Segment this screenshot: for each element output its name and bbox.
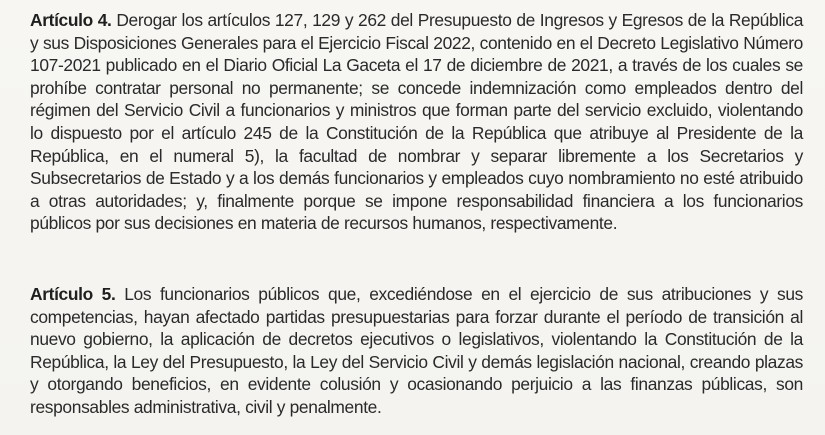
article-4-heading: Artículo 4.	[30, 10, 112, 30]
article-4-body: Derogar los artículos 127, 129 y 262 del Presupuesto de Ingresos y Egresos de la República y sus Disposiciones Generales para el Ejercicio Fiscal 2022, contenido en el Decreto Legislativo Número 107-2021 publicado en el Diario Oficial La Gaceta el 17 de diciembre de 2021, a través de los cuales se prohíbe contratar personal no permanente; se concede indemnización como empleados dentro del régimen del Servicio Civil a funcionarios y ministros que forman parte del servicio excluido, violentando lo dispuesto por el artículo 245 de la Constitución de la República que atribuye al Presidente de la República, en el numeral 5), la facultad de nombrar y separar libremente a los Secretarios y Subsecretarios de Estado y a los demás funcionarios y empleados cuyo nombramiento no esté atribuido a otras autoridades; y, finalmente porque se impone responsabilidad financiera a los funcionarios públicos por sus decisiones en materia de recursos humanos, respectivamente.	[30, 10, 804, 234]
article-5-heading: Artículo 5.	[30, 284, 116, 304]
article-5-body: Los funcionarios públicos que, excediéndose en el ejercicio de sus atribuciones y sus competencias, hayan afectado partidas presupuestarias para forzar durante el período de transición al nuevo gobierno, la aplicación de decretos ejecutivos o legislativos, violentando la Constitución de la República, la Ley del Presupuesto, la Ley del Servicio Civil y demás legislación nacional, creando plazas y otorgando beneficios, en evidente colusión y ocasionando perjuicio a las finanzas públicas, son responsables administrativa, civil y penalmente.	[30, 284, 803, 417]
article-4-paragraph	[30, 9, 803, 235]
article-5-paragraph	[30, 283, 803, 419]
